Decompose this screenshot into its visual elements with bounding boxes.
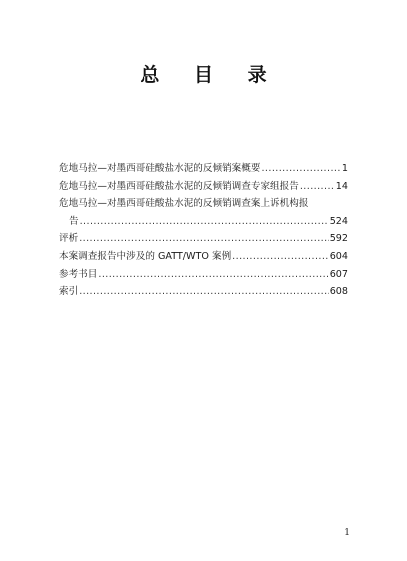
toc-entry-wrapped-second-line[interactable] — [59, 213, 348, 231]
toc-entry-title: 危地马拉—对墨西哥硅酸盐水泥的反倾销调查案上诉机构报 — [59, 198, 309, 210]
toc-entry-wrapped-first-line[interactable] — [59, 195, 348, 213]
toc-entry-page: 604 — [329, 250, 348, 262]
dot-leader — [80, 213, 329, 231]
toc-entry-title: 索引 — [59, 286, 79, 298]
toc-entry-title-continued: 告 — [69, 215, 79, 227]
toc-entry-title: 参考书目 — [59, 268, 98, 280]
table-of-contents — [59, 160, 348, 301]
toc-entry-page: 607 — [329, 268, 348, 280]
page-title: 总 目 录 — [140, 64, 281, 86]
toc-entry-title: 评析 — [59, 233, 79, 245]
toc-entry-page: 608 — [329, 286, 348, 298]
toc-entry[interactable] — [59, 266, 348, 284]
toc-entry-title: 危地马拉—对墨西哥硅酸盐水泥的反倾销调查专家组报告 — [59, 180, 299, 192]
toc-entry-page: 14 — [335, 180, 348, 192]
toc-entry[interactable] — [59, 178, 348, 196]
dot-leader — [98, 266, 328, 284]
dot-leader — [300, 178, 335, 196]
toc-entry[interactable] — [59, 230, 348, 248]
toc-entry-title: 危地马拉—对墨西哥硅酸盐水泥的反倾销案概要 — [59, 163, 261, 174]
toc-entry-page: 592 — [329, 233, 348, 245]
dot-leader — [79, 283, 329, 301]
toc-entry-page: 524 — [329, 215, 348, 227]
toc-entry-title: 本案调查报告中涉及的 GATT/WTO 案例 — [59, 250, 232, 262]
dot-leader — [232, 248, 329, 266]
dot-leader — [261, 160, 340, 178]
toc-entry[interactable] — [59, 283, 348, 301]
page-number: 1 — [344, 528, 350, 538]
toc-entry-page: 1 — [341, 163, 348, 174]
toc-entry[interactable] — [59, 160, 348, 178]
dot-leader — [79, 230, 329, 248]
toc-entry[interactable] — [59, 248, 348, 266]
